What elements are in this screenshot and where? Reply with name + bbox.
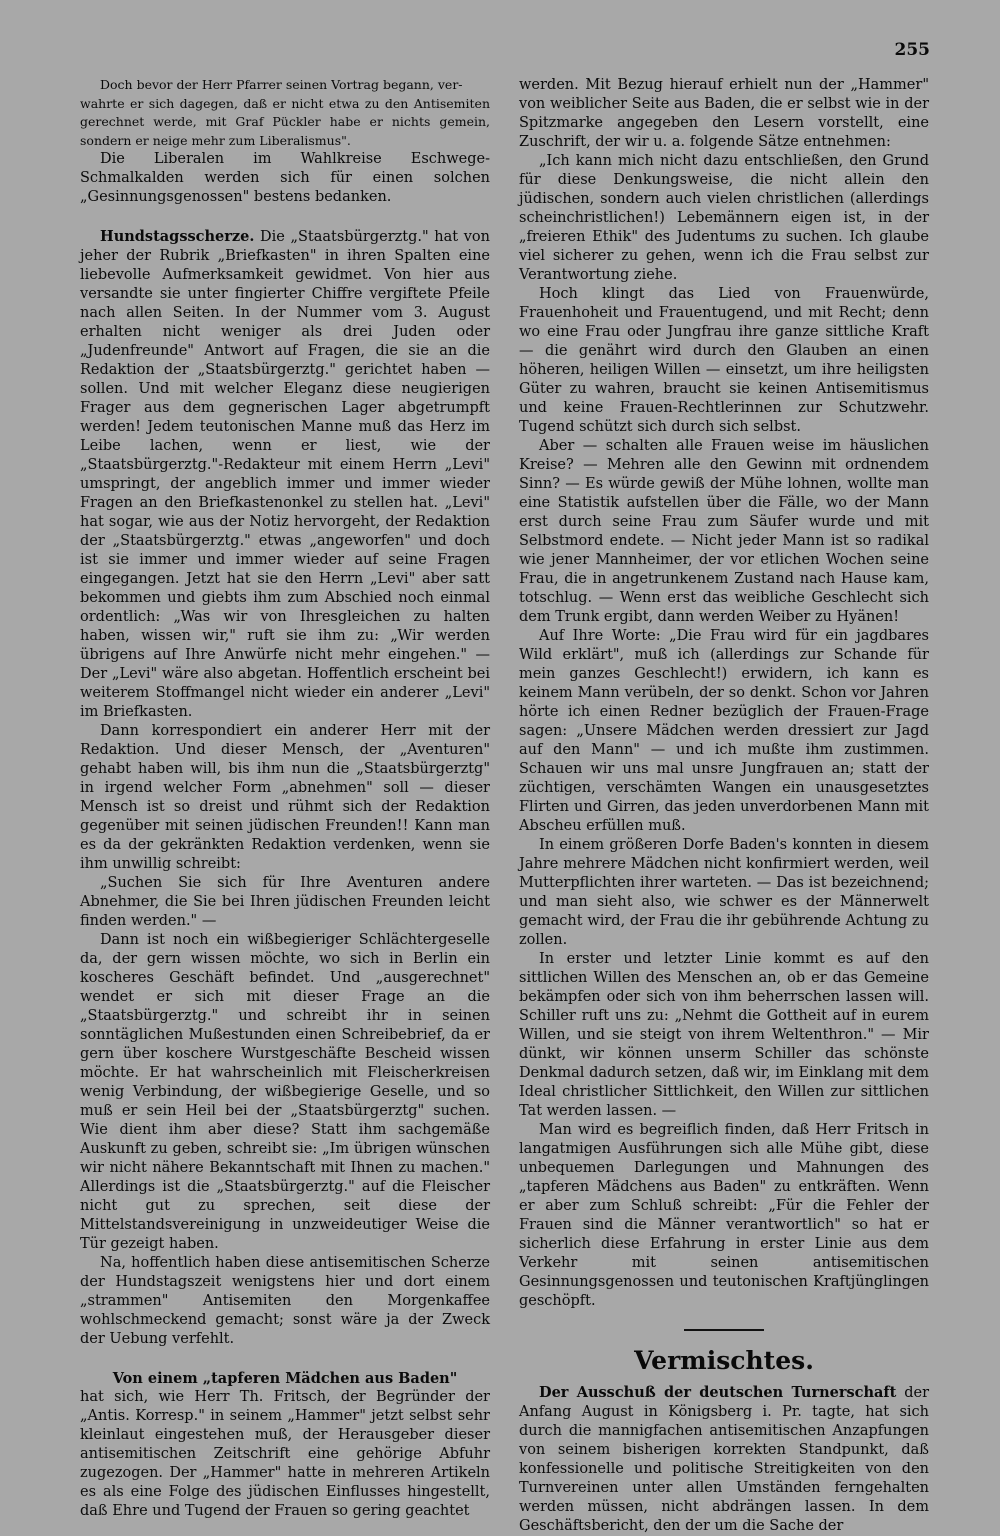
turner-heading: Der Ausschuß der deutschen Turnerschaft bbox=[539, 1384, 897, 1401]
right-paragraph-2: „Ich kann mich nicht dazu entschließen, den Grund für diese Denkungsweise, die nicht allein den jüdischen, sondern auch vielen christlichen (allerdings scheinchristlichen!) Lebemännern eigen ist, in der „freieren Ethik" des Judentums zu suchen. Ich glaube viel sicherer zu gehen, wenn ich die Frau selbst zur Verantwortung ziehe. bbox=[519, 153, 929, 283]
section-title: Vermischtes. bbox=[634, 1346, 814, 1375]
right-paragraph-5: Auf Ihre Worte: „Die Frau wird für ein jagdbares Wild erklärt", muß ich (allerdings zur Schande für mein ganzes Geschlecht!) erwidern, ich kann es keinem Mann verübeln, der so denkt. Schon vor Jahren hörte ich einen Redner bezüglich der Frauen-Frage sagen: „Unsere Mädchen werden dressiert zur Jagd auf den Mann" — und ich mußte ihm zustimmen. Schauen wir uns mal unsre Jungfrauen an; statt der züchtigen, verschämten Wangen ein unausgesetztes Flirten und Girren, das jeden unverdorbenen Mann mit Abscheu erfüllen muß. bbox=[519, 628, 929, 834]
section-divider bbox=[684, 1329, 764, 1331]
baden-paragraph-1: hat sich, wie Herr Th. Fritsch, der Begründer der „Antis. Korresp." in seinem „Hammer" jetzt selbst sehr kleinlaut eingestehen muß, der Herausgeber dieser antisemitischen Zeitschrift eine gehörige Abfuhr zugezogen. Der „Hammer" hatte in mehreren Artikeln es als eine Folge des jüdischen Einflusses hingestellt, daß Ehre und Tugend der Frauen so gering geachtet bbox=[80, 1389, 490, 1519]
turner-text: der Anfang August in Königsberg i. Pr. tagte, hat sich durch die mannigfachen antisemitischen Anzapfungen von seinem bisherigen korrekten Standpunkt, daß konfessionelle und politische Streitigkeiten von den Turnvereinen unter allen Umständen ferngehalten werden müssen, nicht abdrängen lassen. In dem Geschäftsbericht, den der um die Sache der bbox=[519, 1385, 929, 1534]
hundstags-paragraph-4: Na, hoffentlich haben diese antisemitischen Scherze der Hundstagszeit wenigstens hier und dort einem „strammen" Antisemiten den Morgenkaffee wohlschmeckend gemacht; sonst wäre ja der Zweck der Uebung verfehlt. bbox=[80, 1255, 490, 1347]
intro-block bbox=[80, 76, 490, 150]
intro-paragraph: wahrte er sich dagegen, daß er nicht etwa zu den Antisemiten gerechnet werde, mit Graf Pückler habe er nichts gemein, sondern er neige mehr zum Liberalismus". bbox=[80, 95, 490, 148]
right-paragraph-4: Aber — schalten alle Frauen weise im häuslichen Kreise? — Mehren alle den Gewinn mit ordnendem Sinn? — Es würde gewiß der Mühe lohnen, wollte man eine Statistik aufstellen über die Fälle, wo der Mann erst durch seine Frau zum Säufer wurde und mit Selbstmord endete. — Nicht jeder Mann ist so radikal wie jener Mannheimer, der vor etlichen Wochen seine Frau, die in angetrunkenem Zustand nach Hause kam, totschlug. — Wenn erst das weibliche Geschlecht sich dem Trunk ergibt, dann werden Weiber zu Hyänen! bbox=[519, 438, 929, 625]
turner-paragraph bbox=[519, 1383, 929, 1536]
right-paragraph-7: In erster und letzter Linie kommt es auf den sittlichen Willen des Menschen an, ob er das Gemeine bekämpfen oder sich von ihm beherrschen lassen will. Schiller ruft uns zu: „Nehmt die Gottheit auf in eurem Willen, und sie steigt von ihrem Weltenthron." — Mir dünkt, wir können unserm Schiller das schönste Denkmal dadurch setzen, daß wir, im Einklang mit dem Ideal christlicher Sittlichkeit, den Willen zur sittlichen Tat werden lassen. — bbox=[519, 951, 929, 1119]
hundstags-paragraph-3: Dann ist noch ein wißbegieriger Schlächtergeselle da, der gern wissen möchte, wo sich in Berlin ein koscheres Geschäft befindet. Und „ausgerechnet" wendet er sich mit dieser Frage an die „Staatsbürgerztg." und schreibt ihr in seinen sonntäglichen Mußestunden einen Schreibebrief, da er gern über koschere Wurstgeschäfte Bescheid wissen möchte. Er hat wahrscheinlich mit Fleischerkreisen wenig Verbindung, der wißbegierige Geselle, und so muß er sein Heil bei der „Staatsbürgerztg" suchen. Wie dient ihm aber diese? Statt ihm sachgemäße Auskunft zu geben, schreibt sie: „Im übrigen wünschen wir nicht nähere Bekanntschaft mit Ihnen zu machen." Allerdings ist die „Staatsbürgerztg." auf die Fleischer nicht gut zu sprechen, seit diese der Mittelstandsvereinigung in unzweideutiger Weise die Tür gezeigt haben. bbox=[80, 932, 490, 1252]
right-column bbox=[519, 76, 929, 1536]
baden-heading: Von einem „tapferen Mädchen aus Baden" bbox=[112, 1370, 458, 1387]
hundstags-text-1: Die „Staatsbürgerztg." hat von jeher der Rubrik „Briefkasten" in ihren Spalten eine liebevolle Aufmerksamkeit gewidmet. Von hier aus versandte sie unter fingierter Chiffre vergiftete Pfeile nach allen Seiten. In der Nummer vom 3. August erhalten nicht weniger als drei Juden oder „Judenfreunde" Antwort auf Fragen, die sie an die Redaktion der „Staatsbürgerztg." gerichtet haben — sollen. Und mit welcher Eleganz diese neugierigen Frager aus dem gegnerischen Lager abgetrumpft werden! Jedem teutonischen Manne muß das Herz im Leibe lachen, wenn er liest, wie der „Staatsbürgerztg."-Redakteur mit einem Herrn „Levi" umspringt, der angeblich immer und immer wieder Fragen an den Briefkastenonkel zu stellen hat. „Levi" hat sogar, wie aus der Notiz hervorgeht, der Redaktion der „Staatsbürgerztg." etwas „angeworfen" und doch ist sie immer und immer wieder auf seine Fragen eingegangen. Jetzt hat sie den Herrn „Levi" aber satt bekommen und giebts ihm zum Abschied noch einmal ordentlich: „Was wir von Ihresgleichen zu halten haben, wissen wir," ruft sie ihm zu: „Wir werden übrigens auf Ihre Anwürfe nicht mehr eingehen." — Der „Levi" wäre also abgetan. Hoffentlich erscheint bei weiterem Stoffmangel nicht wieder ein anderer „Levi" im Briefkasten. bbox=[80, 229, 490, 720]
liberale-paragraph: Die Liberalen im Wahlkreise Eschwege-Schmalkalden werden sich für einen solchen „Gesinnungsgenossen" bestens bedanken. bbox=[80, 151, 490, 205]
right-paragraph-3: Hoch klingt das Lied von Frauenwürde, Frauenhoheit und Frauentugend, und mit Recht; denn wo eine Frau oder Jungfrau ihre ganze sittliche Kraft — die genährt wird durch den Glauben an einen höheren, heiligen Willen — einsetzt, um ihre heiligsten Güter zu wahren, braucht sie keinen Antisemitismus und keine Frauen-Rechtlerinnen zur Schutzwehr. Tugend schützt sich durch sich selbst. bbox=[519, 286, 929, 435]
right-paragraph-6: In einem größeren Dorfe Baden's konnten in diesem Jahre mehrere Mädchen nicht konfirmiert werden, weil Mutterpflichten ihrer warteten. — Das ist bezeichnend; und man sieht also, wie schwer es der Männerwelt gemacht wird, der Frau die ihr gebührende Achtung zu zollen. bbox=[519, 837, 929, 948]
intro-line-1: Doch bevor der Herr Pfarrer seinen Vortrag begann, ver- bbox=[100, 77, 463, 92]
right-paragraph-1: werden. Mit Bezug hierauf erhielt nun der „Hammer" von weiblicher Seite aus Baden, die er selbst wie in der Spitzmarke angegeben den Lesern vorstellt, eine Zuschrift, der wir u. a. folgende Sätze entnehmen: bbox=[519, 77, 929, 150]
hundstags-paragraph-1 bbox=[80, 227, 490, 722]
hundstags-heading: Hundstagsscherze. bbox=[100, 228, 255, 245]
page-number: 255 bbox=[894, 40, 930, 60]
right-paragraph-8: Man wird es begreiflich finden, daß Herr Fritsch in langatmigen Ausführungen sich alle Mühe gibt, diese unbequemen Darlegungen und Mahnungen des „tapferen Mädchens aus Baden" zu entkräften. Wenn er aber zum Schluß schreibt: „Für die Fehler der Frauen sind die Männer verantwortlich" so hat er sicherlich diese Erfahrung in erster Linie aus dem Verkehr mit seinen antisemitischen Gesinnungsgenossen und teutonischen Kraftjünglingen geschöpft. bbox=[519, 1122, 929, 1309]
hundstags-quote: „Suchen Sie sich für Ihre Aventuren andere Abnehmer, die Sie bei Ihren jüdischen Freunden leicht finden werden." — bbox=[80, 875, 490, 929]
hundstags-paragraph-2: Dann korrespondiert ein anderer Herr mit der Redaktion. Und dieser Mensch, der „Aventuren" gehabt haben will, bis ihm nun die „Staatsbürgerztg" in irgend welcher Form „abnehmen" soll — dieser Mensch ist so dreist und rühmt sich der Redaktion gegenüber mit seinen jüdischen Freunden!! Kann man es da der gekränkten Redaktion verdenken, wenn sie ihm unwillig schreibt: bbox=[80, 723, 490, 872]
left-column bbox=[80, 76, 490, 1521]
